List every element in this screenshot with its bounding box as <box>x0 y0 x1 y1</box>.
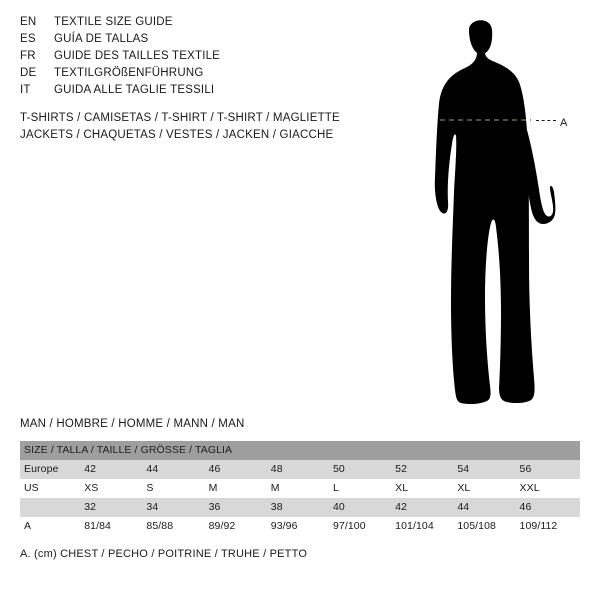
cell-value: 42 <box>393 498 455 517</box>
table-row <box>20 498 580 517</box>
language-row <box>20 84 350 101</box>
language-row <box>20 16 350 33</box>
category-list <box>20 110 360 144</box>
cell-value: 50 <box>331 460 393 479</box>
cell-value: 32 <box>82 498 144 517</box>
cell-value: 44 <box>144 460 206 479</box>
cell-value: 109/112 <box>518 517 581 536</box>
table-header-row <box>20 441 580 460</box>
language-row <box>20 67 350 84</box>
row-label: US <box>20 479 82 498</box>
cell-value: 105/108 <box>455 517 517 536</box>
cell-value: 36 <box>207 498 269 517</box>
category-line-tshirts: T-SHIRTS / CAMISETAS / T-SHIRT / T-SHIRT / MAGLIETTE <box>20 112 340 124</box>
cell-value: 52 <box>393 460 455 479</box>
cell-value: 89/92 <box>207 517 269 536</box>
cell-value: 101/104 <box>393 517 455 536</box>
size-table <box>20 441 580 536</box>
table-title: MAN / HOMBRE / HOMME / MANN / MAN <box>20 418 245 430</box>
cell-value: L <box>331 479 393 498</box>
language-code: IT <box>20 84 31 96</box>
language-text: TEXTILGRÖßENFÜHRUNG <box>54 67 204 79</box>
cell-value: M <box>207 479 269 498</box>
table-row <box>20 517 580 536</box>
cell-value: XL <box>393 479 455 498</box>
cell-value: 81/84 <box>82 517 144 536</box>
cell-value: 97/100 <box>331 517 393 536</box>
cell-value: 40 <box>331 498 393 517</box>
category-line-jackets: JACKETS / CHAQUETAS / VESTES / JACKEN / GIACCHE <box>20 129 334 141</box>
cell-value: 46 <box>207 460 269 479</box>
language-text: GUÍA DE TALLAS <box>54 33 149 45</box>
table-row <box>20 479 580 498</box>
cell-value: XL <box>455 479 517 498</box>
cell-value: 42 <box>82 460 144 479</box>
male-figure-illustration <box>395 12 595 412</box>
cell-value: 54 <box>455 460 517 479</box>
table-header-label: SIZE / TALLA / TAILLE / GRÖSSE / TAGLIA <box>20 441 580 460</box>
language-text: TEXTILE SIZE GUIDE <box>54 16 173 28</box>
measure-label-a: A <box>560 117 568 129</box>
cell-value: 44 <box>455 498 517 517</box>
cell-value: M <box>269 479 331 498</box>
figure-silhouette-icon <box>395 12 595 412</box>
row-label: Europe <box>20 460 82 479</box>
language-code: ES <box>20 33 36 45</box>
cell-value: S <box>144 479 206 498</box>
cell-value: 46 <box>518 498 581 517</box>
language-code: EN <box>20 16 37 28</box>
row-label <box>20 498 82 517</box>
cell-value: 85/88 <box>144 517 206 536</box>
table-row <box>20 460 580 479</box>
cell-value: 48 <box>269 460 331 479</box>
cell-value: XS <box>82 479 144 498</box>
row-label: A <box>20 517 82 536</box>
cell-value: 38 <box>269 498 331 517</box>
footnote: A. (cm) CHEST / PECHO / POITRINE / TRUHE / PETTO <box>20 548 308 560</box>
language-text: GUIDE DES TAILLES TEXTILE <box>54 50 221 62</box>
language-code: FR <box>20 50 36 62</box>
language-row <box>20 50 350 67</box>
language-row <box>20 33 350 50</box>
language-list <box>20 16 350 101</box>
cell-value: 34 <box>144 498 206 517</box>
cell-value: XXL <box>518 479 581 498</box>
cell-value: 93/96 <box>269 517 331 536</box>
cell-value: 56 <box>518 460 581 479</box>
measure-leader-line <box>536 120 556 122</box>
language-text: GUIDA ALLE TAGLIE TESSILI <box>54 84 215 96</box>
language-code: DE <box>20 67 37 79</box>
